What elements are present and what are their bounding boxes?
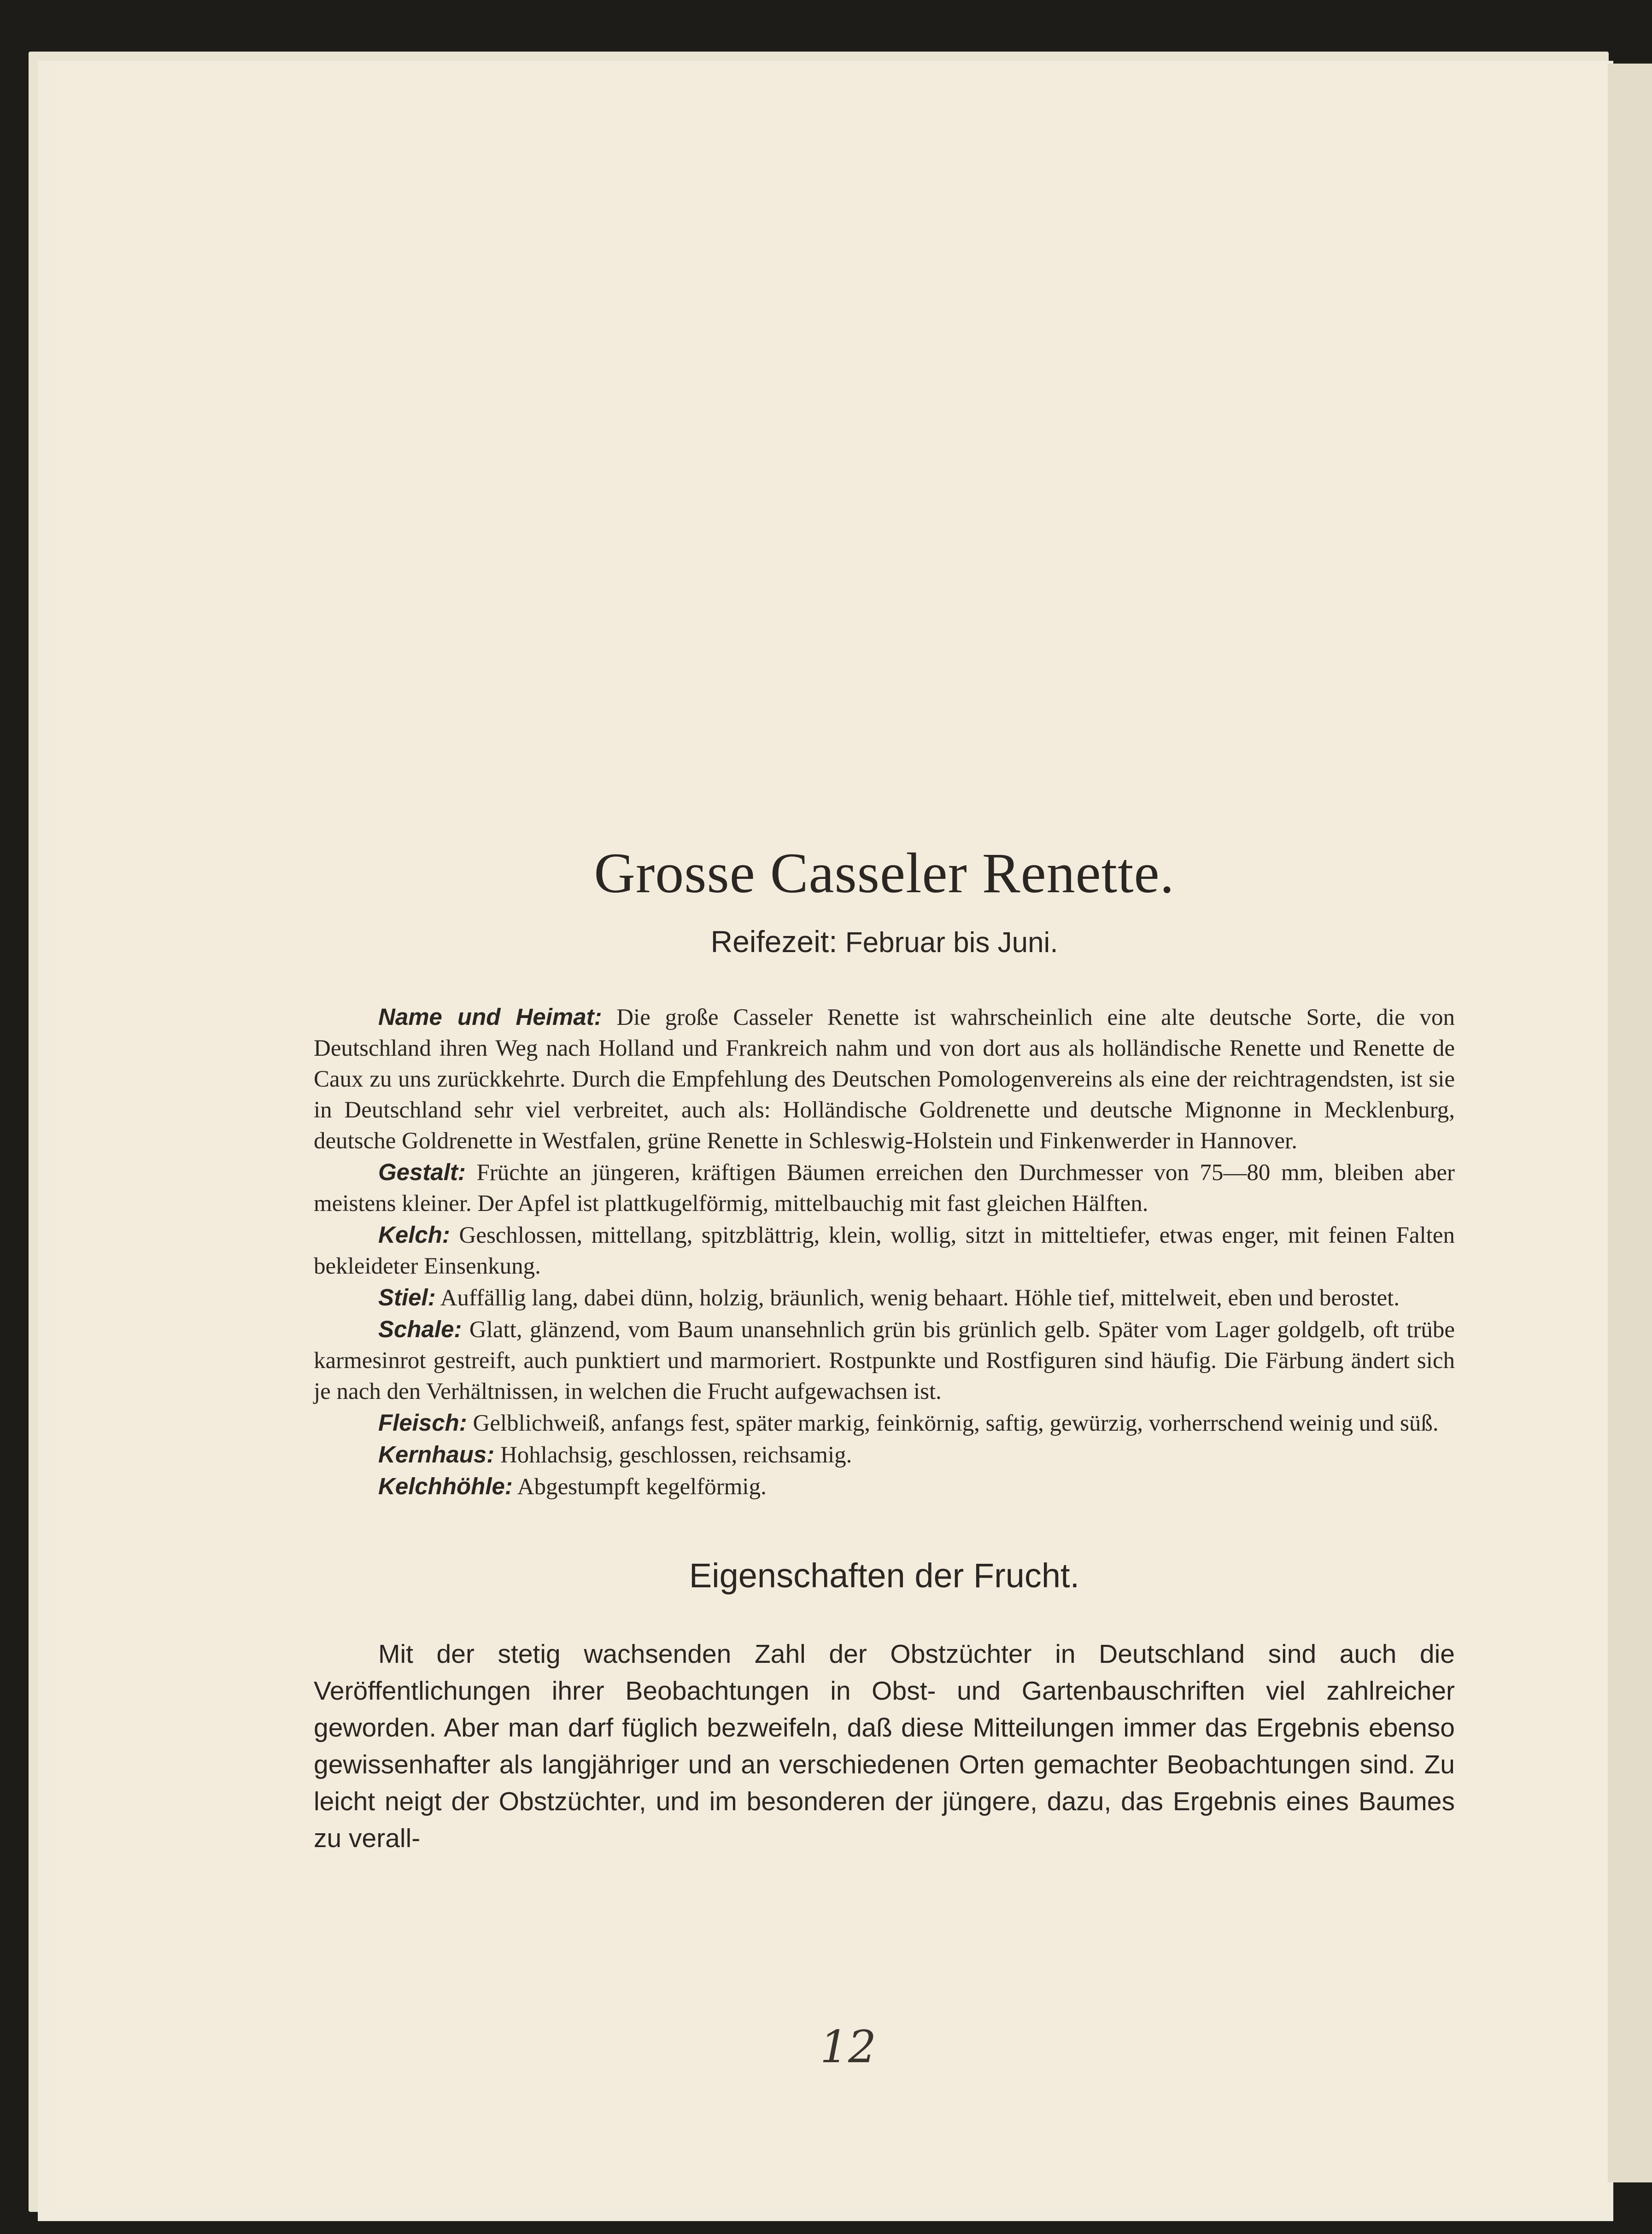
reifezeit-value: Februar bis Juni.	[845, 927, 1058, 959]
description-block	[314, 1001, 1455, 1503]
section-body	[314, 1636, 1455, 1857]
description-label: Gestalt:	[378, 1159, 466, 1186]
description-text: Geschlossen, mittellang, spitzblättrig, klein, wollig, sitzt in mitteltiefer, etwas enger, mit feinen Falten bekleideter Einsenkung.	[314, 1222, 1455, 1280]
description-label: Fleisch:	[378, 1409, 467, 1436]
description-paragraph	[314, 1314, 1455, 1407]
description-text: Hohlachsig, geschlossen, reichsamig.	[500, 1442, 852, 1468]
description-paragraph	[314, 1219, 1455, 1282]
description-text: Abgestumpft kegelförmig.	[517, 1474, 767, 1500]
description-label: Kelch:	[378, 1222, 450, 1248]
description-paragraph	[314, 1282, 1455, 1314]
page-number: 12	[820, 2021, 877, 2073]
adjacent-page-edge	[1608, 64, 1652, 2182]
description-label: Stiel:	[378, 1284, 436, 1311]
description-text: Früchte an jüngeren, kräftigen Bäumen erreichen den Durchmesser von 75—80 mm, bleiben aber meistens kleiner. Der Apfel ist plattkugelförmig, mittelbauchig mit fast gleichen Hälften.	[314, 1160, 1455, 1217]
reifezeit-label: Reifezeit:	[710, 924, 838, 959]
description-text: Glatt, glänzend, vom Baum unansehnlich grün bis grünlich gelb. Später vom Lager goldgelb, oft trübe karmesinrot gestreift, auch punktiert und marmoriert. Rostpunkte und Rostfiguren sind häufig. Die Färbung ändert sich je nach den Verhältnissen, in welchen die Frucht aufgewachsen ist.	[314, 1317, 1455, 1405]
section-paragraph: Mit der stetig wachsenden Zahl der Obstzüchter in Deutschland sind auch die Veröffentlichungen ihrer Beobachtungen in Obst- und Gartenbauschriften viel zahlreicher geworden. Aber man darf füglich bezweifeln, daß diese Mitteilungen immer das Ergebnis ebenso gewissenhafter als langjähriger und an verschiedenen Orten gemachter Beobachtungen sind. Zu leicht neigt der Obstzüchter, und im besonderen der jüngere, dazu, das Ergebnis eines Baumes zu verall-	[314, 1639, 1455, 1854]
reifezeit-line	[314, 924, 1455, 959]
description-paragraph	[314, 1471, 1455, 1503]
page-title: Grosse Casseler Renette.	[594, 842, 1175, 905]
description-label: Name und Heimat:	[378, 1004, 602, 1030]
description-label: Schale:	[378, 1316, 462, 1343]
page-content	[314, 842, 1455, 1857]
description-label: Kernhaus:	[378, 1441, 495, 1468]
description-text: Gelblichweiß, anfangs fest, später markig, feinkörnig, saftig, gewürzig, vorherrschend weinig und süß.	[473, 1410, 1439, 1437]
description-paragraph	[314, 1439, 1455, 1471]
book-page	[55, 64, 1608, 2210]
description-text: Die große Casseler Renette ist wahrscheinlich eine alte deutsche Sorte, die von Deutschland ihren Weg nach Holland und Frankreich nahm und von dort aus als holländische Renette und Renette de Caux zu uns zurückkehrte. Durch die Empfehlung des Deutschen Pomologenvereins als eine der reichtragendsten, ist sie in Deutschland sehr viel verbreitet, auch als: Holländische Goldrenette und deutsche Mignonne in Mecklenburg, deutsche Goldrenette in Westfalen, grüne Renette in Schleswig-Holstein und Finkenwerder in Hannover.	[314, 1005, 1455, 1154]
section-title: Eigenschaften der Frucht.	[689, 1556, 1080, 1595]
description-paragraph	[314, 1407, 1455, 1439]
description-label: Kelchhöhle:	[378, 1473, 513, 1500]
description-paragraph	[314, 1001, 1455, 1157]
description-text: Auffällig lang, dabei dünn, holzig, bräunlich, wenig behaart. Höhle tief, mittelweit, eben und berostet.	[440, 1285, 1400, 1311]
description-paragraph	[314, 1157, 1455, 1219]
